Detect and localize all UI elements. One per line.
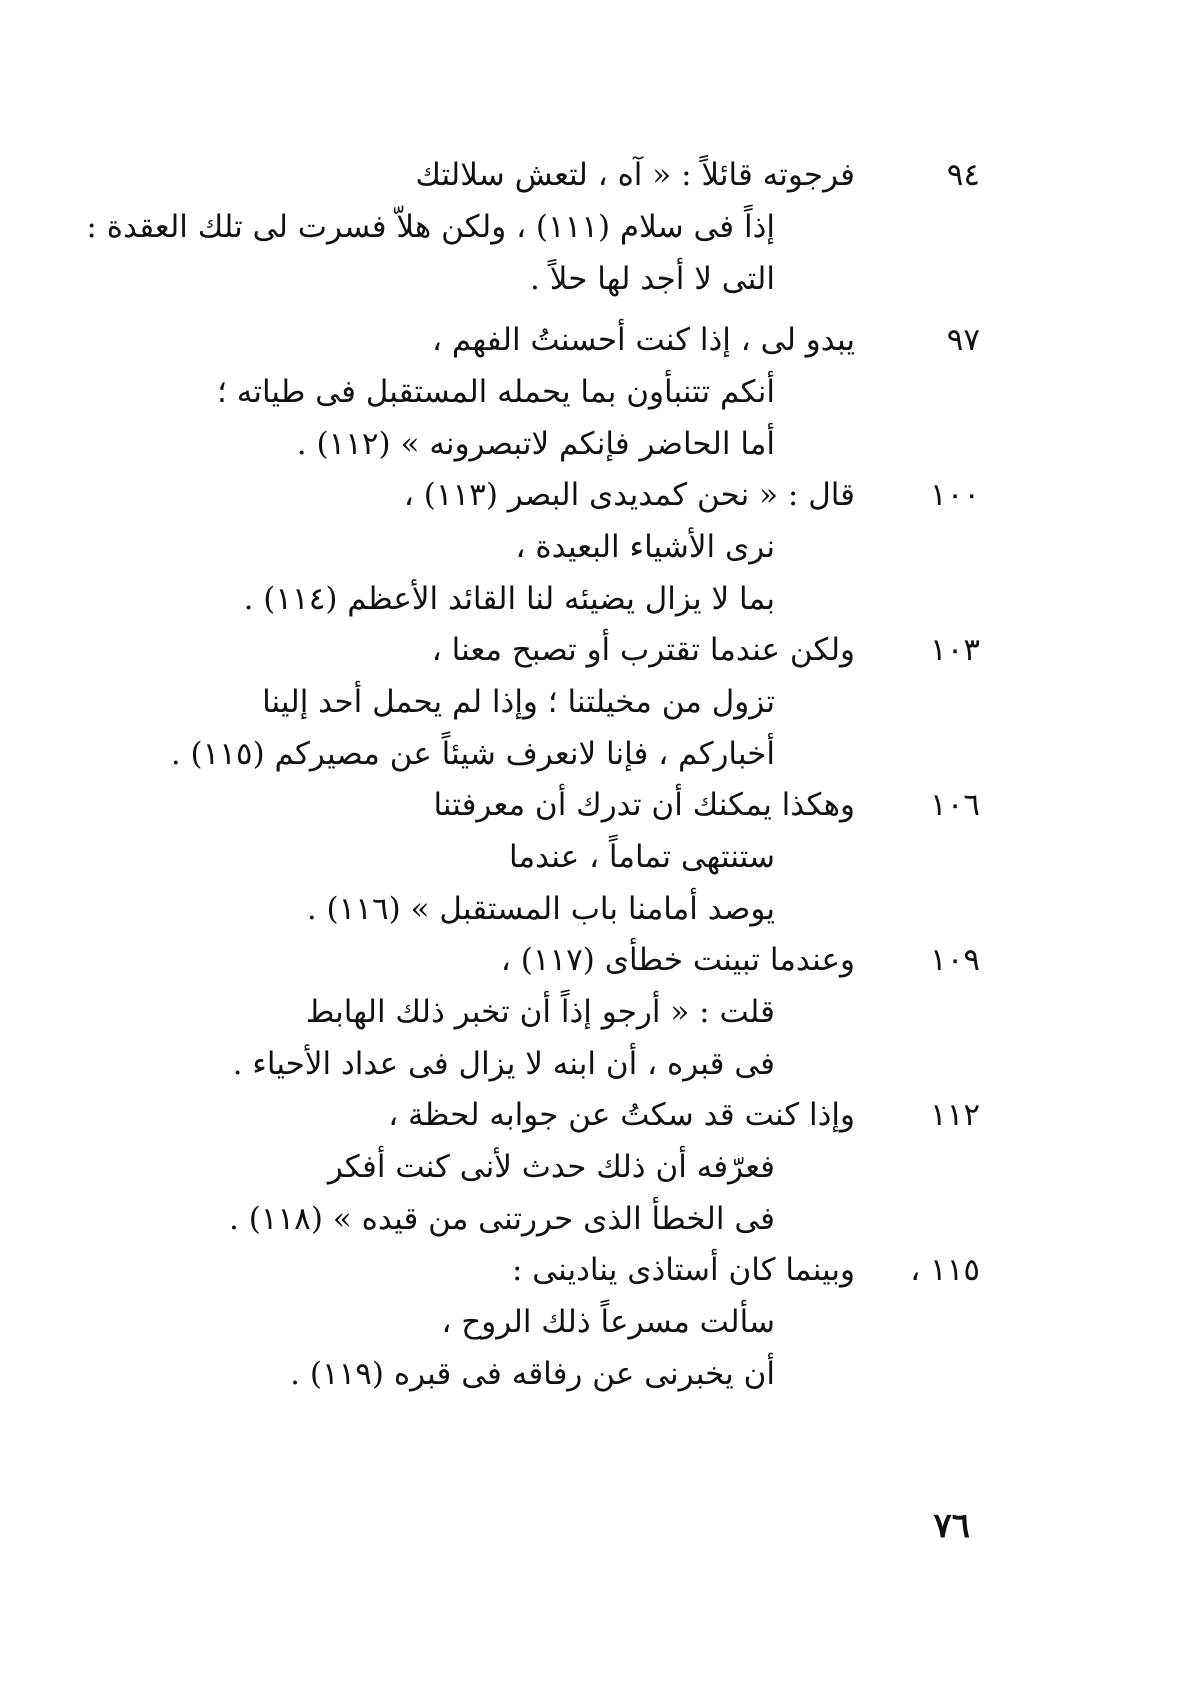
verse-line: وهكذا يمكنك أن تدرك أن معرفتنا (433, 787, 855, 823)
verse-line: نرى الأشياء البعيدة ، (515, 529, 775, 565)
verse-line: أن يخبرنى عن رفاقه فى قبره (١١٩) . (290, 1356, 775, 1392)
verse-line: فعرّفه أن ذلك حدث لأنى كنت أفكر (327, 1149, 775, 1185)
verse-line: ستنتهى تماماً ، عندما (509, 839, 775, 875)
verse-line: إذاً فى سلام (١١١) ، ولكن هلاّ فسرت لى تلك العقدة : (86, 209, 775, 245)
verse-line: التى لا أجد لها حلاً . (530, 261, 775, 297)
verse-number: ١٠٣ (930, 632, 980, 668)
stanza-112 (0, 1095, 1200, 1245)
verse-line: يوصد أمامنا باب المستقبل » (١١٦) . (306, 891, 775, 927)
verse-number: ٩٧ (946, 322, 980, 358)
verse-number: ١١٢ (930, 1097, 980, 1133)
verse-line: أنكم تتنبأون بما يحمله المستقبل فى طياته ؛ (216, 374, 775, 410)
verse-line: قلت : « أرجو إذاً أن تخبر ذلك الهابط (305, 994, 775, 1030)
verse-line: وبينما كان أستاذى ينادينى : (511, 1252, 855, 1288)
verse-line: وعندما تبينت خطأى (١١٧) ، (500, 942, 855, 978)
verse-line: بما لا يزال يضيئه لنا القائد الأعظم (١١٤) . (243, 581, 775, 617)
verse-line: يبدو لى ، إذا كنت أحسنتُ الفهم ، (432, 322, 855, 358)
verse-number: ٩٤ (946, 157, 980, 193)
stanza-106 (0, 785, 1200, 935)
verse-line: أخباركم ، فإنا لانعرف شيئاً عن مصيركم (١١٥) . (170, 736, 775, 772)
verse-line: أما الحاضر فإنكم لاتبصرونه » (١١٢) . (296, 426, 775, 462)
verse-number: ١٠٩ (930, 942, 980, 978)
verse-line: فى الخطأ الذى حررتنى من قيده » (١١٨) . (229, 1201, 775, 1237)
verse-number: ١٠٦ (930, 787, 980, 823)
verse-line: تزول من مخيلتنا ؛ وإذا لم يحمل أحد إلينا (262, 684, 775, 720)
verse-line: وإذا كنت قد سكتُ عن جوابه لحظة ، (388, 1097, 855, 1133)
stanza-115 (0, 1250, 1200, 1400)
verse-line: فرجوته قائلاً : « آه ، لتعش سلالتك (415, 157, 855, 193)
verse-line: سألت مسرعاً ذلك الروح ، (441, 1304, 775, 1340)
stanza-97 (0, 320, 1200, 470)
verse-number: ١١٥ ، (910, 1252, 980, 1288)
verse-line: ولكن عندما تقترب أو تصبح معنا ، (431, 632, 855, 668)
stanza-103 (0, 630, 1200, 780)
verse-line: فى قبره ، أن ابنه لا يزال فى عداد الأحياء . (232, 1046, 775, 1082)
stanza-109 (0, 940, 1200, 1090)
stanza-94 (0, 155, 1200, 305)
page-number: ٧٦ (933, 1506, 970, 1546)
stanza-100 (0, 475, 1200, 625)
verse-number: ١٠٠ (930, 477, 980, 513)
verse-line: قال : « نحن كمديدى البصر (١١٣) ، (403, 477, 855, 513)
